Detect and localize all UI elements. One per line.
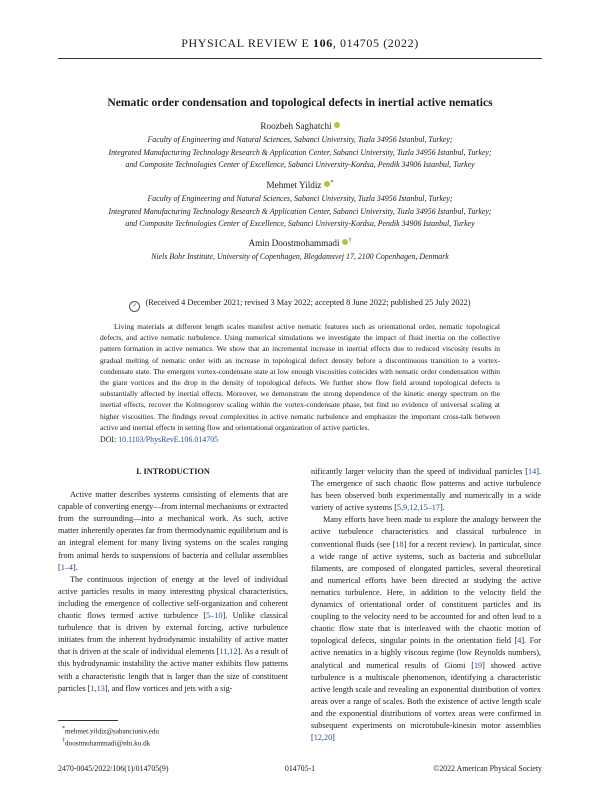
author-name: Mehmet Yildiz	[266, 180, 322, 190]
citation-link[interactable]: 1–4	[60, 562, 74, 572]
paragraph-text: ], and flow vortices and jets with a sig-	[104, 683, 233, 693]
citation-link[interactable]: 1,13	[90, 683, 105, 693]
paragraph-text: ].	[73, 562, 78, 572]
footnote-email[interactable]: mehmet.yildiz@sabanciuniv.edu	[65, 727, 159, 736]
author-name: Amin Doostmohammadi	[248, 238, 340, 248]
citation-link[interactable]: 11,12	[219, 647, 238, 657]
paragraph-text: ] showed active turbulence is a multiscale phenomenon, identifying a characteristic active length scale and revealing an exponential distribution of vortex areas over a range of scales. Both the existence of active length scale and the exponential distributions of vortex areas were confirmed in subsequent experiments on microtubule-kinesin motor assemblies [	[311, 660, 541, 743]
footer-page-number: 014705-1	[284, 764, 316, 773]
received-text: (Received 4 December 2021; revised 3 May 2022; accepted 8 June 2022; published 25 July 2022)	[145, 298, 471, 307]
author-2	[0, 180, 600, 190]
paper-title: Nematic order condensation and topological defects in inertial active nematics	[107, 96, 493, 109]
paragraph-text: ] for a recent review). In particular, since a wide range of active systems, such as bacteria and subcellular filaments, are composed of elongated particles, several theoretical and numerical efforts have been directed at studying the active nematics turbulence. Here, in addition to the velocity field the dynamics of orientational order of constituent particles and its coupling to the velocity need to be accounted for and often lead to a chaotic flow state that is interleaved with the chaotic motion of topological defects, singular points in the orientation field [	[311, 539, 541, 646]
footer-copyright: ©2022 American Physical Society	[433, 764, 542, 773]
paragraph-text: ]. For active nematics in a highly viscous regime (low Reynolds numbers), analytical and numerical results of Giomi [	[311, 636, 541, 670]
citation-link[interactable]: 19	[473, 660, 483, 670]
footer-identifier: 2470-0045/2022/106(1)/014705(9)	[58, 764, 169, 773]
section-heading: I. INTRODUCTION	[136, 467, 210, 476]
footnote-marker: †	[62, 738, 65, 744]
orcid-icon[interactable]	[324, 181, 330, 187]
left-column	[58, 466, 288, 695]
author-3	[0, 238, 600, 248]
author-3-affiliations	[70, 251, 530, 264]
affiliation-line: and Composite Technologies Center of Excellence, Sabanci University-Kordsa, Pendik 34906 Istanbul, Turkey	[125, 219, 475, 229]
affiliation-line: Faculty of Engineering and Natural Sciences, Sabanci University, Tuzla 34956 Istanbul, Turkey;	[147, 135, 453, 144]
footnote-2	[62, 738, 150, 747]
orcid-icon[interactable]	[342, 239, 348, 245]
doi-line	[100, 435, 218, 444]
paragraph-text: ]. As a result of this hydrodynamic instability the active matter exhibits flow patterns with a characteristic length that is larger than the size of constituent particles [	[58, 647, 288, 693]
abstract: Living materials at different length scales manifest active nematic features such as orientational order, nematic topological defects, and active nematic turbulence. Using numerical simulations we investigate the impact of fluid inertia on the collective pattern formation in active nematics. We show that an incremental increase in inertial effects due to reduced viscosity results in gradual melting of nematic order with an increase in topological defect density before a discontinuous transition to a vortex-condensate state. The emergent vortex-condensate state at low enough viscosities coincides with nematic order condensation within the giant vortices and the drop in the density of topological defects. We further show flow field around topological defects is substantially affected by inertial effects. Moreover, we demonstrate the strong dependence of the kinetic energy spectrum on the inertial effects, recover the Kolmogorov scaling within the vortex-condensate phase, but find no evidence of universal scaling at higher viscosities. The findings reveal complexities in active nematic turbulence and emphasize the important cross-talk between active and inertial effects in setting flow and orientational organization of active particles.	[100, 322, 500, 432]
body-paragraph	[58, 489, 288, 574]
paragraph-text: ]	[332, 733, 335, 743]
footnote-rule	[58, 720, 118, 721]
received-dates	[0, 298, 600, 312]
affiliation-line: Integrated Manufacturing Technology Research & Application Center, Sabanci University, Tuzla 34956 Istanbul, Turkey;	[108, 206, 492, 216]
author-2-affiliations	[70, 193, 530, 231]
citation-link[interactable]: 5–10	[206, 611, 223, 621]
doi-label: DOI:	[100, 435, 117, 444]
footnote-email[interactable]: doostmohammadi@nbi.ku.dk	[65, 739, 151, 748]
body-paragraph	[311, 514, 541, 744]
paragraph-text: Active matter describes systems consisting of elements that are capable of converting energy—from internal mechanisms or extracted from the surrounding—into a mechanical work. As such, active matter inherently operates far from thermodynamic equilibrium and is an integral element for many living systems on the scales ranging from animal herds to suspensions of bacteria and cellular assemblies [	[58, 490, 288, 572]
article-year: , 014705 (2022)	[332, 36, 419, 50]
author-marker: †	[348, 238, 352, 244]
affiliation-line: Integrated Manufacturing Technology Research & Application Center, Sabanci University, Tuzla 34956 Istanbul, Turkey;	[108, 147, 492, 157]
left-paragraphs	[58, 489, 288, 695]
check-for-updates-icon[interactable]: ✓	[129, 301, 140, 312]
paragraph-text: ]. The emergence of such chaotic flow patterns and active turbulence has been observed both experimentally and numerically in a wide variety of active systems [	[311, 467, 541, 513]
journal-name: PHYSICAL REVIEW E	[181, 36, 310, 50]
citation-link[interactable]: 12,20	[313, 733, 333, 743]
author-marker: *	[330, 180, 334, 186]
journal-header	[0, 36, 600, 51]
citation-link[interactable]: 4	[517, 636, 522, 646]
right-paragraphs	[311, 466, 541, 744]
paragraph-text: ].	[439, 503, 445, 513]
citation-link[interactable]: 18	[395, 539, 404, 549]
affiliation-line: Niels Bohr Institute, University of Copenhagen, Blegdamsvej 17, 2100 Copenhagen, Denmark	[151, 252, 449, 261]
journal-volume: 106	[313, 36, 333, 50]
paragraph-text: nificantly larger velocity than the speed of individual particles [	[311, 467, 529, 476]
paragraph-text: The continuous injection of energy at the level of individual active particles results in many interesting physical characteristics, including the emergence of collective self-organization and coherent chaotic flows termed active turbulence [	[58, 574, 288, 621]
paragraph-text: Many efforts have been made to explore the analogy between the active turbulence characteristics and classical turbulence in conventional fluids (see [	[311, 515, 541, 549]
author-name: Roozbeh Saghatchi	[260, 121, 332, 131]
right-column	[311, 466, 541, 744]
footnote-1	[62, 726, 159, 735]
footnote-marker: *	[62, 726, 65, 732]
affiliation-line: and Composite Technologies Center of Excellence, Sabanci University-Kordsa, Pendik 34906 Istanbul, Turkey	[125, 160, 475, 170]
affiliation-line: Faculty of Engineering and Natural Sciences, Sabanci University, Tuzla 34956 Istanbul, Turkey;	[147, 194, 453, 203]
author-1	[0, 121, 600, 131]
body-paragraph	[58, 574, 288, 695]
paragraph-text: ]. Unlike classical turbulence that is driven by external forcing, active turbulence initiates from the inherent hydrodynamic instability of active matter that is driven at the scale of individual elements [	[58, 611, 289, 657]
citation-link[interactable]: 5,9,12,15–17	[396, 503, 440, 513]
orcid-icon[interactable]	[334, 122, 340, 128]
citation-link[interactable]: 14	[528, 467, 537, 476]
doi-link[interactable]: 10.1103/PhysRevE.106.014705	[118, 435, 219, 444]
body-paragraph	[311, 466, 541, 514]
author-1-affiliations	[70, 134, 530, 172]
header-rule	[58, 58, 542, 59]
